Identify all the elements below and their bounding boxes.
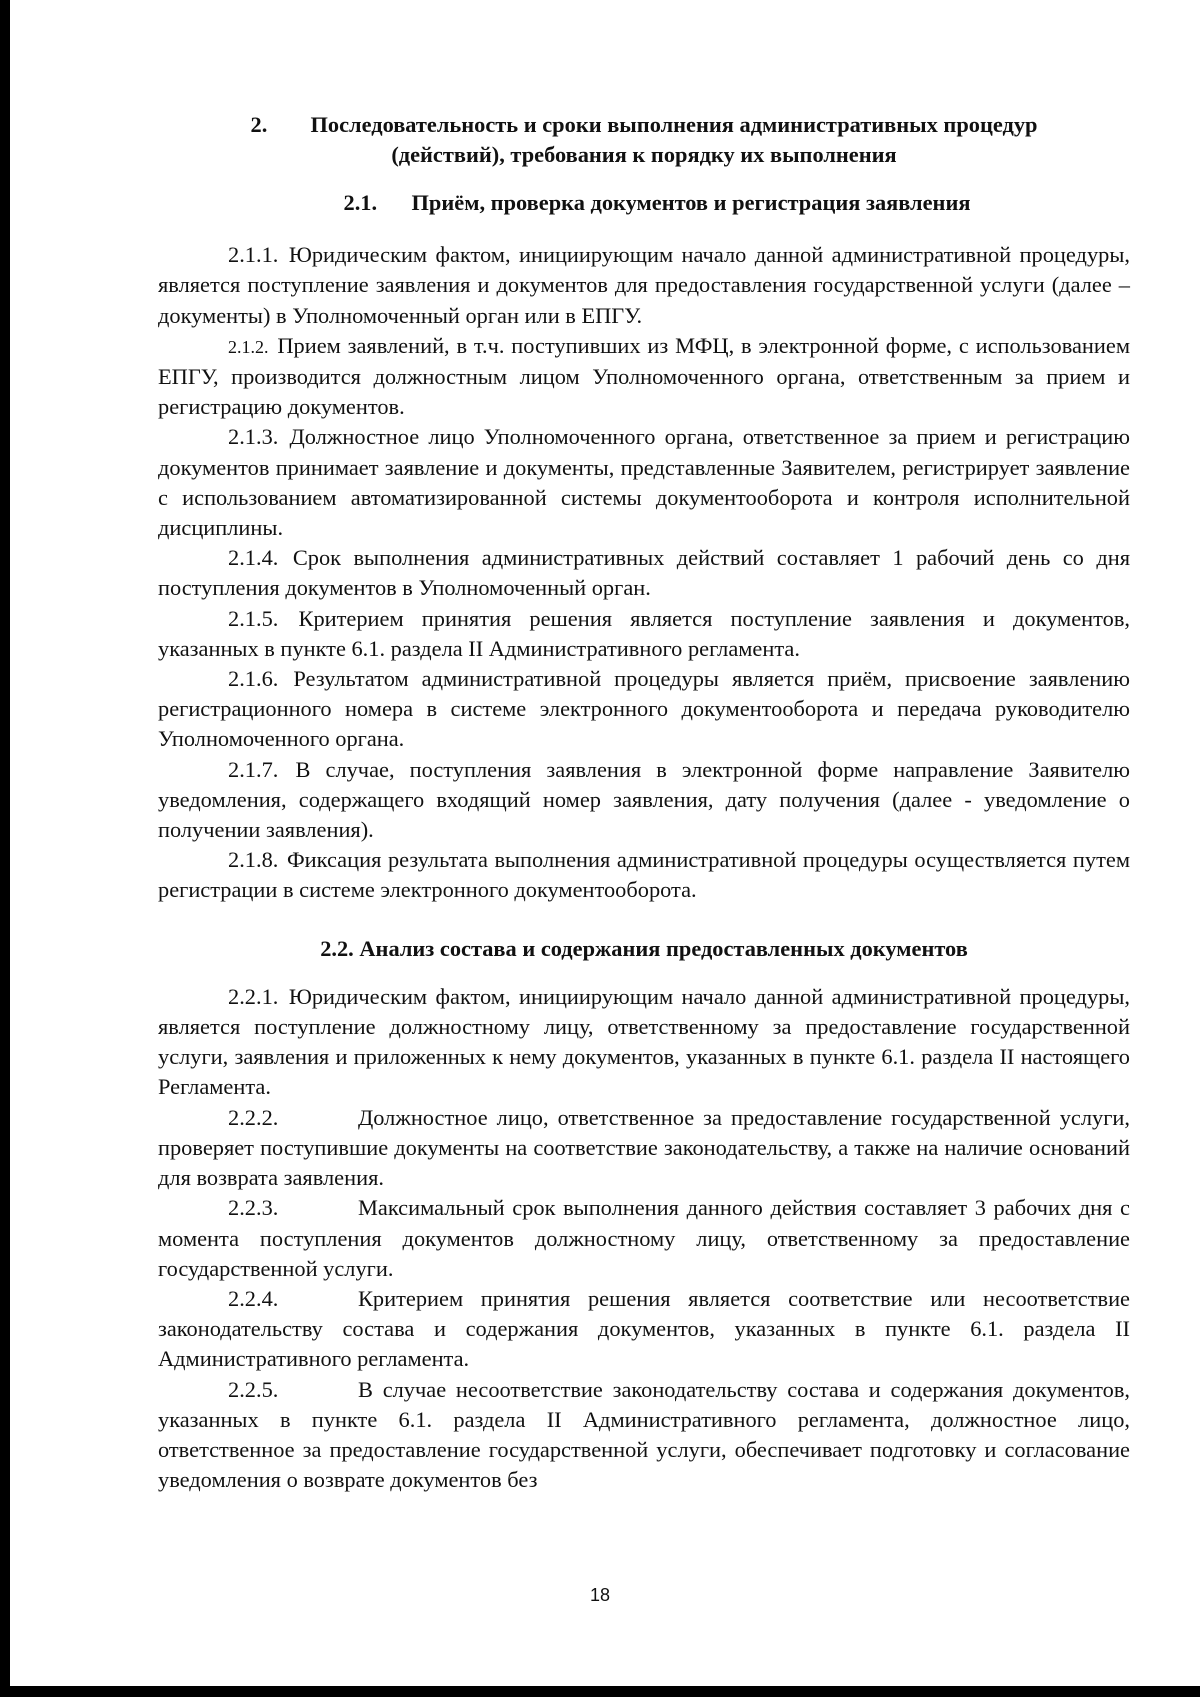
paragraph-text: Критерием принятия решения является поступление заявления и документов, указанных в пункте 6.1. раздела II Административного регламента. — [158, 605, 1130, 661]
section-number: 2. — [250, 112, 268, 137]
paragraph-text: Фиксация результата выполнения административной процедуры осуществляется путем регистрации в системе электронного документооборота. — [158, 847, 1130, 903]
page-number: 18 — [589, 1585, 611, 1605]
paragraph-number: 2.2.5. — [228, 1376, 279, 1402]
paragraph-number: 2.1.3. — [228, 424, 279, 450]
paragraph-text: Должностное лицо Уполномоченного органа, ответственное за прием и регистрацию документов принимает заявление и документы, представленные Заявителем, регистрирует заявление с использованием автоматизированной системы документооборота и контроля исполнительной дисциплины. — [158, 424, 1130, 541]
paragraph-number: 2.2.1. — [228, 983, 279, 1009]
subsection-title: Приём, проверка документов и регистрация заявления — [411, 190, 971, 215]
paragraph-2-2-4 — [158, 1284, 1130, 1375]
paragraph-text: Критерием принятия решения является соответствие или несоответствие законодательству состава и содержания документов, указанных в пункте 6.1. раздела II Административного регламента. — [158, 1285, 1130, 1372]
paragraph-number: 2.1.7. — [228, 756, 279, 782]
paragraph-number: 2.1.2. — [228, 336, 269, 357]
paragraph-2-1-6 — [158, 664, 1130, 755]
paragraph-2-1-5 — [158, 604, 1130, 664]
section-title-line2: (действий), требования к порядку их выполнения — [391, 142, 897, 167]
paragraph-number: 2.1.8. — [228, 847, 279, 873]
paragraph-2-2-5 — [158, 1375, 1130, 1496]
paragraph-2-1-7 — [158, 755, 1130, 846]
paragraph-text: Должностное лицо, ответственное за предоставление государственной услуги, проверяет поступившие документы на соответствие законодательству, а также на наличие оснований для возврата заявления. — [158, 1104, 1130, 1191]
paragraph-text: Максимальный срок выполнения данного действия составляет 3 рабочих дня с момента поступления документов должностному лицу, ответственному за предоставление государственной услуги. — [158, 1195, 1130, 1281]
paragraph-number: 2.2.3. — [228, 1195, 279, 1221]
paragraph-2-1-2 — [158, 331, 1130, 423]
paragraph-text: В случае несоответствие законодательству состава и содержания документов, указанных в пункте 6.1. раздела II Административного регламента, должностное лицо, ответственное за предоставление государственной услуги, обеспечивает подготовку и согласование уведомления о возврате документов без — [158, 1376, 1130, 1493]
subsection-heading-2-1 — [158, 188, 1130, 218]
subsection-number: 2.1. — [343, 190, 378, 215]
section-title-line1: Последовательность и сроки выполнения административных процедур — [310, 112, 1038, 137]
paragraph-2-1-4 — [158, 543, 1130, 603]
paragraph-text: В случае, поступления заявления в электронной форме направление Заявителю уведомления, содержащего входящий номер заявления, дату получения (далее - уведомление о получении заявления). — [158, 756, 1130, 843]
paragraph-text: Результатом административной процедуры является приём, присвоение заявлению регистрационного номера в системе электронного документооборота и передача руководителю Уполномоченного органа. — [158, 666, 1130, 752]
paragraph-number: 2.1.4. — [228, 545, 279, 571]
paragraph-2-2-1 — [158, 982, 1130, 1103]
subsection-heading-2-2: 2.2. Анализ состава и содержания предоставленных документов — [320, 935, 968, 961]
paragraph-number: 2.1.6. — [228, 666, 279, 692]
paragraph-text: Юридическим фактом, инициирующим начало данной административной процедуры, является поступление должностному лицу, ответственному за предоставление государственной услуги, заявления и приложенных к нему документов, указанных в пункте 6.1. раздела II настоящего Регламента. — [158, 983, 1130, 1100]
scan-edge-left — [0, 0, 10, 1697]
paragraph-2-1-8 — [158, 845, 1130, 905]
paragraph-number: 2.1.1. — [228, 242, 279, 268]
paragraph-text: Прием заявлений, в т.ч. поступивших из МФЦ, в электронной форме, с использованием ЕПГУ, производится должностным лицом Уполномоченного органа, ответственным за прием и регистрацию документов. — [158, 332, 1130, 420]
section-heading — [158, 110, 1130, 170]
paragraph-2-2-3 — [158, 1193, 1130, 1284]
paragraph-number: 2.1.5. — [228, 605, 279, 631]
paragraph-2-1-1 — [158, 240, 1130, 331]
scan-edge-bottom — [0, 1686, 1200, 1697]
paragraph-text: Срок выполнения административных действий составляет 1 рабочий день со дня поступления документов в Уполномоченный орган. — [158, 545, 1130, 601]
paragraph-number: 2.2.4. — [228, 1285, 279, 1311]
paragraph-2-1-3 — [158, 422, 1130, 543]
paragraph-number: 2.2.2. — [228, 1104, 279, 1130]
paragraph-2-2-2 — [158, 1103, 1130, 1194]
paragraph-text: Юридическим фактом, инициирующим начало данной административной процедуры, является поступление заявления и документов для предоставления государственной услуги (далее – документы) в Уполномоченный орган или в ЕПГУ. — [158, 242, 1130, 328]
document-page — [158, 110, 1130, 1495]
